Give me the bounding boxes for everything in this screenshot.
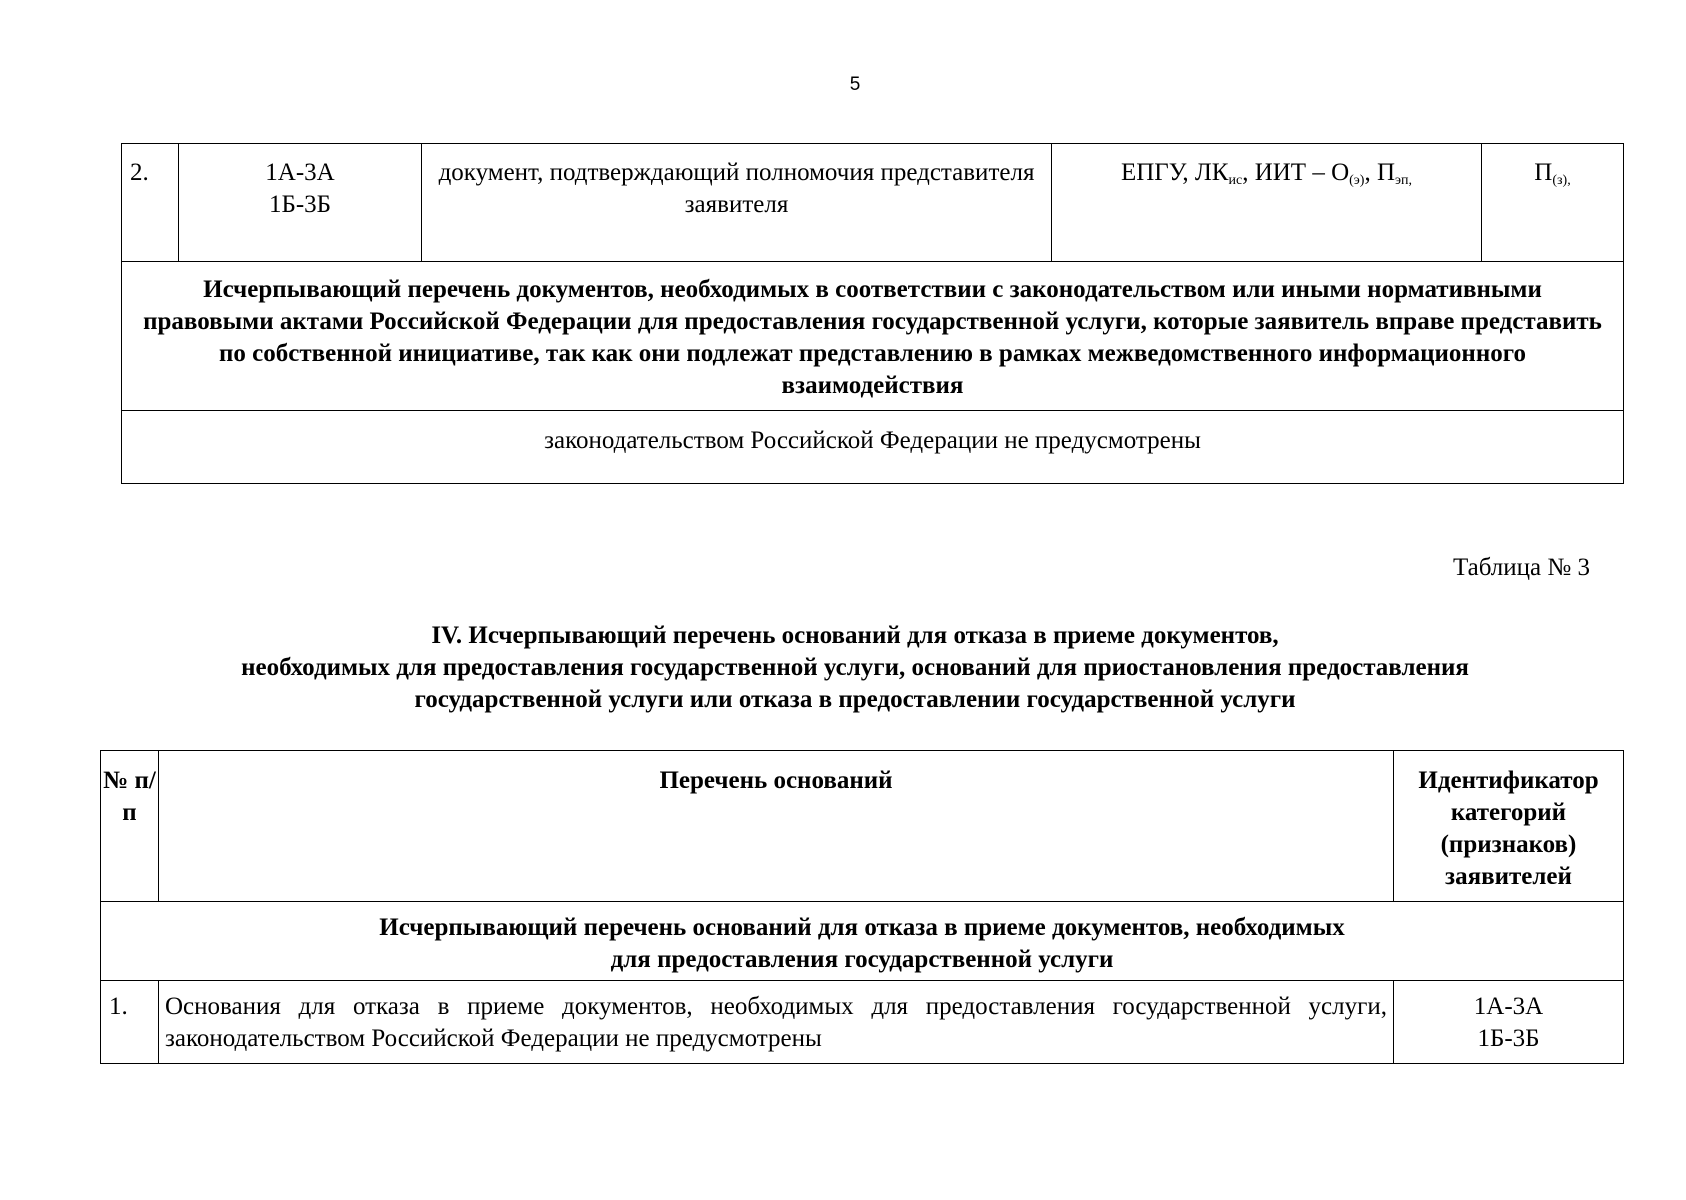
section-title (0, 620, 1686, 716)
category-id: 1А-3А (265, 159, 335, 186)
sources-sub: (э) (1349, 173, 1365, 188)
section-title-line: необходимых для предоставления государственной услуги, оснований для приостановления предоставления (241, 654, 1469, 681)
subsection-heading (101, 902, 1624, 981)
sources-text: , ИИТ – О (1242, 159, 1350, 186)
sources-sub: эп, (1395, 173, 1413, 188)
category-id: 1Б-3Б (268, 191, 332, 218)
ground-text: Основания для отказа в приеме документов, необходимых для предоставления государственной услуги, законодательством Российской Федерации не предусмотрены (159, 981, 1394, 1064)
section-heading-row (122, 262, 1624, 411)
table-caption: Таблица № 3 (1452, 554, 1590, 581)
subsection-row (101, 902, 1624, 981)
sources-text: , П (1364, 159, 1396, 186)
category-ids (1394, 981, 1624, 1064)
documents-table (121, 143, 1624, 484)
form-sub: (з), (1552, 173, 1571, 188)
section-title-line: государственной услуги или отказа в предоставлении государственной услуги (414, 686, 1296, 713)
section-title-line: IV. Исчерпывающий перечень оснований для отказа в приеме документов, (431, 622, 1279, 649)
table-row (122, 144, 1624, 262)
row-number: 1. (101, 981, 159, 1064)
section-note-row (122, 411, 1624, 484)
subsection-line: Исчерпывающий перечень оснований для отказа в приеме документов, необходимых (379, 914, 1345, 941)
sources-text: ЕПГУ, ЛК (1120, 159, 1229, 186)
section-heading: Исчерпывающий перечень документов, необходимых в соответствии с законодательством или иными нормативными правовыми актами Российской Федерации для предоставления государственной услуги, которые заявитель вправе представить по собственной инициативе, так как они подлежат представлению в рамках межведомственного информационного взаимодействия (122, 262, 1624, 411)
row-number: 2. (122, 144, 179, 262)
category-id: 1А-3А (1473, 993, 1544, 1020)
document-name: документ, подтверждающий полномочия представителя заявителя (422, 144, 1052, 262)
header-number: № п/п (101, 751, 159, 902)
section-note: законодательством Российской Федерации не предусмотрены (122, 411, 1624, 484)
sources-sub: ис (1228, 173, 1243, 188)
header-identifier: Идентификатор категорий (признаков) заявителей (1394, 751, 1624, 902)
header-row (101, 751, 1624, 902)
category-ids (179, 144, 422, 262)
submission-sources (1052, 144, 1482, 262)
document-form (1482, 144, 1624, 262)
refusal-grounds-table (100, 750, 1624, 1064)
form-text: П (1534, 159, 1553, 186)
table-row (101, 981, 1624, 1064)
category-id: 1Б-3Б (1477, 1025, 1540, 1052)
subsection-line: для предоставления государственной услуги (610, 946, 1114, 973)
page-number: 5 (849, 74, 861, 95)
header-grounds: Перечень оснований (159, 751, 1394, 902)
